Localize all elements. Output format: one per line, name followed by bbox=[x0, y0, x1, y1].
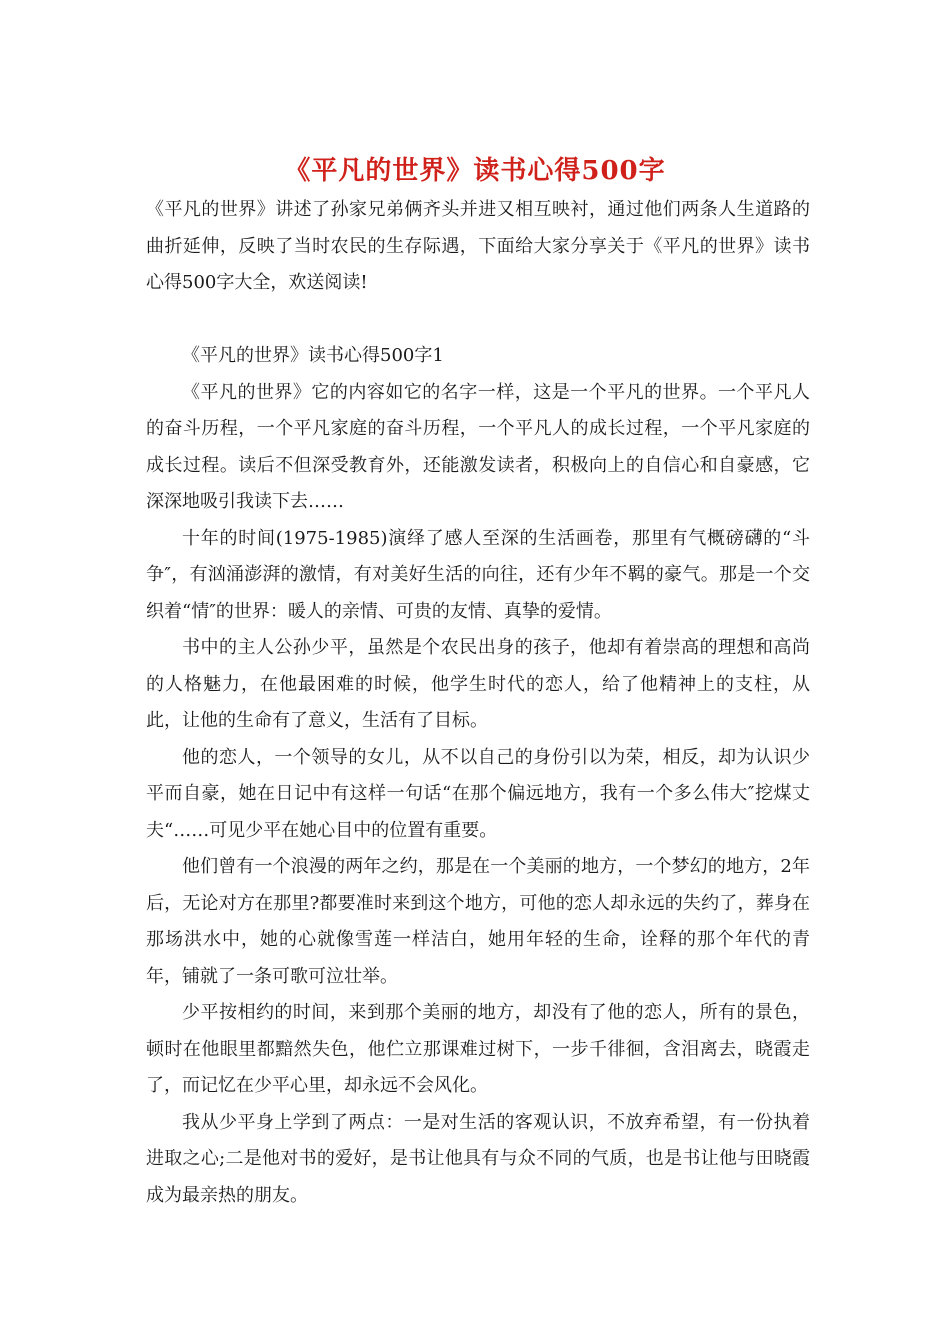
body-paragraph: 他们曾有一个浪漫的两年之约，那是在一个美丽的地方，一个梦幻的地方，2年后，无论对方在那里?都要准时来到这个地方，可他的恋人却永远的失约了，葬身在那场洪水中，她的心就像雪莲一样洁白，她用年轻的生命，诠释的那个年代的青年，铺就了一条可歌可泣壮举。 bbox=[146, 856, 810, 987]
body-paragraph: 我从少平身上学到了两点：一是对生活的客观认识，不放弃希望，有一份执着进取之心;二是他对书的爱好，是书让他具有与众不同的气质，也是书让他与田晓霞成为最亲热的朋友。 bbox=[146, 1111, 810, 1206]
document-title: 《平凡的世界》读书心得500字 bbox=[284, 156, 666, 186]
intro-paragraph: 《平凡的世界》讲述了孙家兄弟俩齐头并进又相互映衬，通过他们两条人生道路的曲折延伸，反映了当时农民的生存际遇，下面给大家分享关于《平凡的世界》读书心得500字大全，欢送阅读! bbox=[146, 199, 810, 293]
section-heading: 《平凡的世界》读书心得500字1 bbox=[182, 345, 444, 366]
document-body bbox=[146, 192, 810, 1214]
body-paragraph: 《平凡的世界》它的内容如它的名字一样，这是一个平凡的世界。一个平凡人的奋斗历程，一个平凡家庭的奋斗历程，一个平凡人的成长过程，一个平凡家庭的成长过程。读后不但深受教育外，还能激发读者，积极向上的自信心和自豪感，它深深地吸引我读下去…… bbox=[146, 381, 810, 512]
body-paragraph: 少平按相约的时间，来到那个美丽的地方，却没有了他的恋人，所有的景色，顿时在他眼里都黯然失色，他伫立那课难过树下，一步千徘徊，含泪离去，晓霞走了，而记忆在少平心里，却永远不会风化。 bbox=[146, 1002, 810, 1096]
body-paragraph: 他的恋人，一个领导的女儿，从不以自己的身份引以为荣，相反，却为认识少平而自豪，她在日记中有这样一句话“在那个偏远地方，我有一个多么伟大″挖煤丈夫“……可见少平在她心目中的位置有重要。 bbox=[146, 746, 810, 841]
body-paragraph: 十年的时间(1975-1985)演绎了感人至深的生活画卷，那里有气概磅礴的“斗争″，有汹涌澎湃的激情，有对美好生活的向往，还有少年不羁的豪气。那是一个交织着“情″的世界：暖人的亲情、可贵的友情、真挚的爱情。 bbox=[146, 527, 810, 622]
body-paragraph: 书中的主人公孙少平，虽然是个农民出身的孩子，他却有着崇高的理想和高尚的人格魅力，在他最困难的时候，他学生时代的恋人，给了他精神上的支柱，从此，让他的生命有了意义，生活有了目标。 bbox=[146, 637, 810, 731]
paragraph-spacer bbox=[146, 302, 810, 339]
